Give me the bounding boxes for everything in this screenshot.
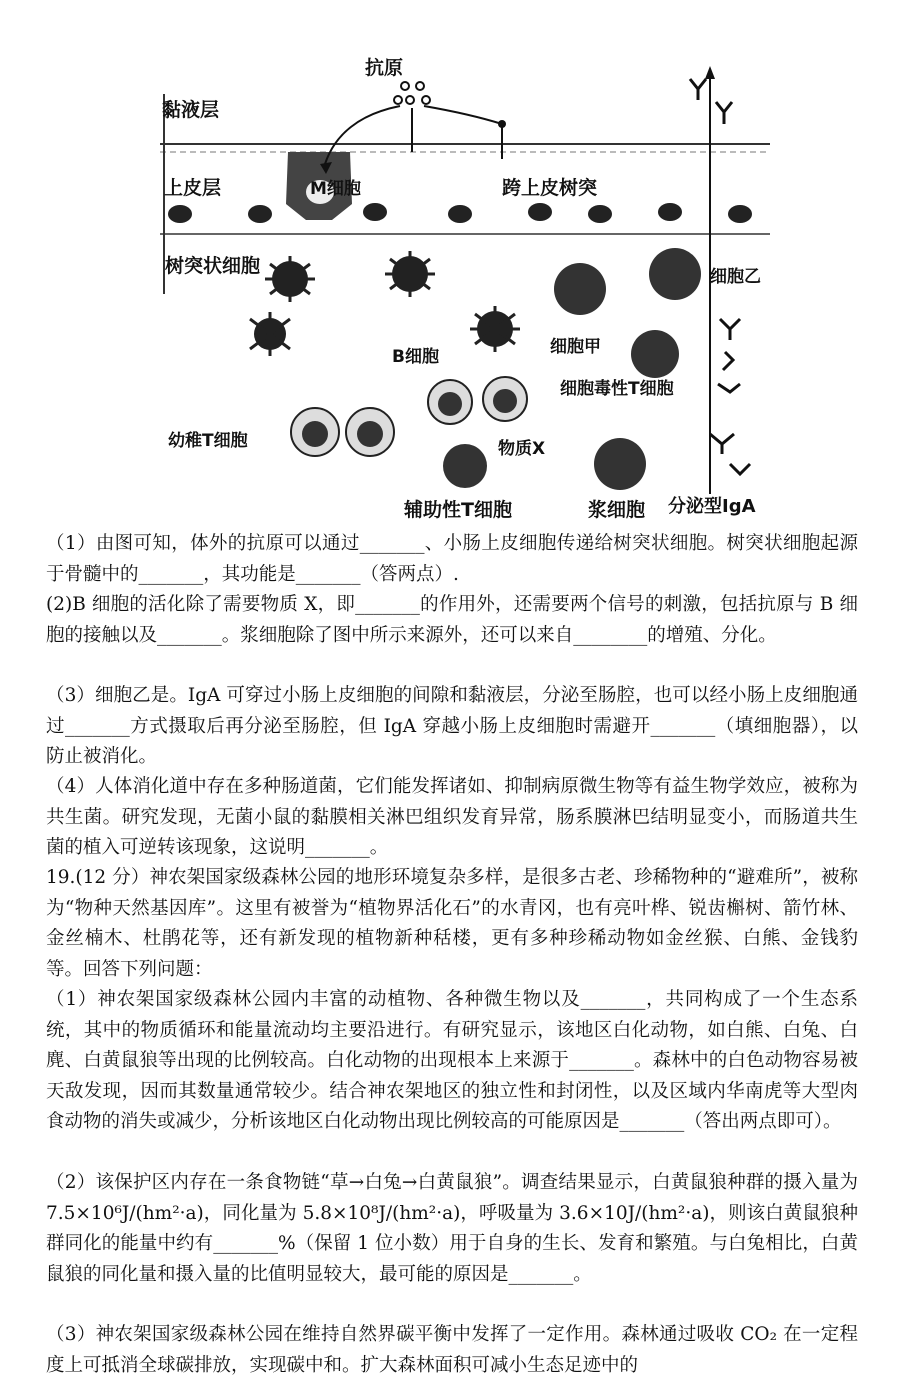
label-m-cell: M细胞 <box>310 179 361 199</box>
question-19-3: （3）神农架国家级森林公园在维持自然界碳平衡中发挥了一定作用。森林通过吸收 CO₂ 在一定程度上可抵消全球碳排放，实现碳中和。扩大森林面积可减小生态足迹中的 <box>46 1324 858 1376</box>
question-18-4: （4）人体消化道中存在多种肠道菌，它们能发挥诸如、抑制病原微生物等有益生物学效应，被称为共生菌。研究发现，无菌小鼠的黏膜相关淋巴组织发育异常，肠系膜淋巴结明显变小，而肠道共生菌的植入可逆转该现象，这说明_______。 <box>46 776 858 858</box>
question-19-1: （1）神农架国家级森林公园内丰富的动植物、各种微生物以及_______，共同构成了一个生态系统，其中的物质循环和能量流动均主要沿进行。有研究显示，该地区白化动物，如白熊、白兔、白麂、白黄鼠狼等出现的比例较高。白化动物的出现根本上来源于_______。森林中的白色动物容易被天敌发现，因而其数量通常较少。结合神农架地区的独立性和封闭性，以及区域内华南虎等大型肉食动物的消失或减少，分析该地区白化动物出现比例较高的可能原因是_______（答出两点即可）。 <box>46 989 858 1132</box>
label-substance-x: 物质X <box>498 439 546 459</box>
label-antigen: 抗原 <box>365 57 404 79</box>
label-cell-a: 细胞甲 <box>550 337 601 357</box>
question-19-intro: 19.(12 分）神农架国家级森林公园的地形环境复杂多样，是很多古老、珍稀物种的“避难所”，被称为“物种天然基因库”。这里有被誉为“植物界活化石”的水青冈，也有亮叶桦、锐齿槲树、箭竹林、金丝楠木、杜鹃花等，还有新发现的植物新种秳楼，更有多种珍稀动物如金丝猴、白熊、金钱豹等。回答下列问题： <box>46 867 858 980</box>
immune-diagram <box>120 34 780 526</box>
label-dendritic: 树突状细胞 <box>165 255 261 277</box>
label-epithelium: 上皮层 <box>164 177 222 199</box>
label-helper-t: 辅助性T细胞 <box>404 499 512 521</box>
question-18-3: （3）细胞乙是。IgA 可穿过小肠上皮细胞的间隙和黏液层，分泌至肠腔，也可以经小肠上皮细胞通过_______方式摄取后再分泌至肠腔，但 IgA 穿越小肠上皮细胞时需避开_______（填细胞器），以防止被消化。 <box>46 685 858 767</box>
label-mucus: 黏液层 <box>162 99 220 121</box>
label-naive-t: 幼稚T细胞 <box>168 431 248 451</box>
label-plasma: 浆细胞 <box>588 499 646 521</box>
label-b-cell: B细胞 <box>392 347 439 367</box>
label-cell-b: 细胞乙 <box>710 267 761 287</box>
label-transepithelial: 跨上皮树突 <box>502 177 598 199</box>
question-19-2: （2）该保护区内存在一条食物链“草→白兔→白黄鼠狼”。调查结果显示，白黄鼠狼种群的摄入量为 7.5×10⁶J/(hm²·a)，同化量为 5.8×10⁸J/(hm²·a)，呼吸量为 3.6×10J/(hm²·a)，则该白黄鼠狼种群同化的能量中约有_______%（保留 1 位小数）用于自身的生长、发育和繁殖。与白兔相比，白黄鼠狼的同化量和摄入量的比值明显较大，最可能的原因是_______。 <box>46 1172 858 1285</box>
question-18-2: (2)B 细胞的活化除了需要物质 X，即_______的作用外，还需要两个信号的刺激，包括抗原与 B 细胞的接触以及_______。浆细胞除了图中所示来源外，还可以来自________的增殖、分化。 <box>46 594 858 646</box>
label-iga: 分泌型IgA <box>668 496 756 517</box>
question-18-1: （1）由图可知，体外的抗原可以通过_______、小肠上皮细胞传递给树突状细胞。树突状细胞起源于骨髓中的_______，其功能是_______（答两点）. <box>46 533 858 585</box>
label-ctl: 细胞毒性T细胞 <box>560 379 674 399</box>
